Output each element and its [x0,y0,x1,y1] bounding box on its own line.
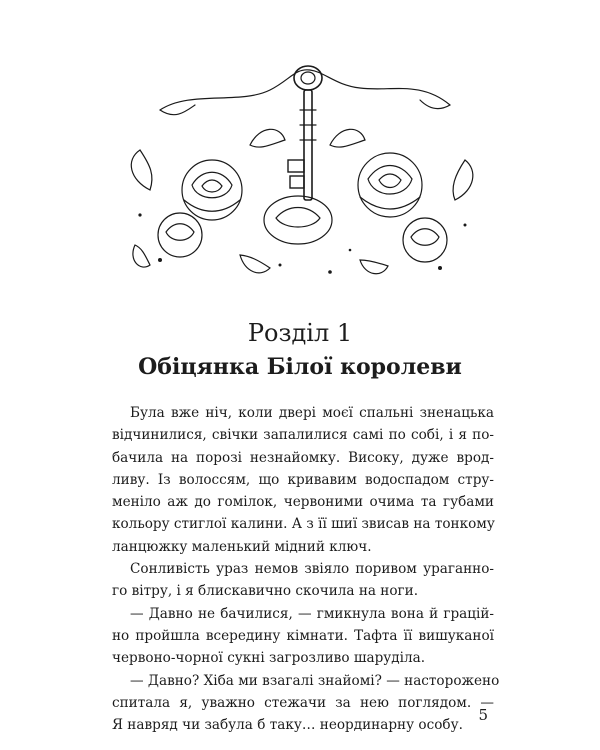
text-line: Була вже ніч, коли двері моєї спальні зненацька [130,405,494,421]
page-number: 5 [478,706,488,724]
text-line: но пройшла всередину кімнати. Тафта її вишуканої [112,627,494,644]
text-line: ливу. Із волоссям, що кривавим водоспадом стру- [112,471,494,488]
text-line: — Давно не бачилися, — гмикнула вона й грацій- [130,605,494,622]
text-line: — Давно? Хіба ми взагалі знайомі? — насторожено [130,672,500,689]
chapter-number: Розділ 1 [247,319,353,347]
text-line: Я навряд чи забула б таку… неординарну особу. [112,717,463,734]
text-line: спитала я, уважно стежачи за нею поглядом. — [112,694,494,711]
text-line: відчинилися, свічки запалилися самі по собі, і я по- [112,427,494,444]
text-line: меніло аж до гомілок, червоними очима та губами [112,494,494,511]
text-line: кольору стиглої калини. А з її шиї звисав на тонкому [112,516,495,533]
text-line: червоно-чорної сукні загрозливо шаруділа. [112,650,426,667]
chapter-title: Обіцянка Білої королеви [138,354,462,380]
text-line: го вітру, і я блискавично скочила на ноги. [112,583,419,600]
text-line: ланцюжку маленький мідний ключ. [112,538,372,555]
key-and-roses-illustration [120,50,480,280]
body-text [112,402,500,736]
text-line: Сонливість ураз немов звіяло поривом ураганно- [130,561,494,578]
text-line: бачила на порозі незнайомку. Високу, дуже врод- [112,449,494,466]
